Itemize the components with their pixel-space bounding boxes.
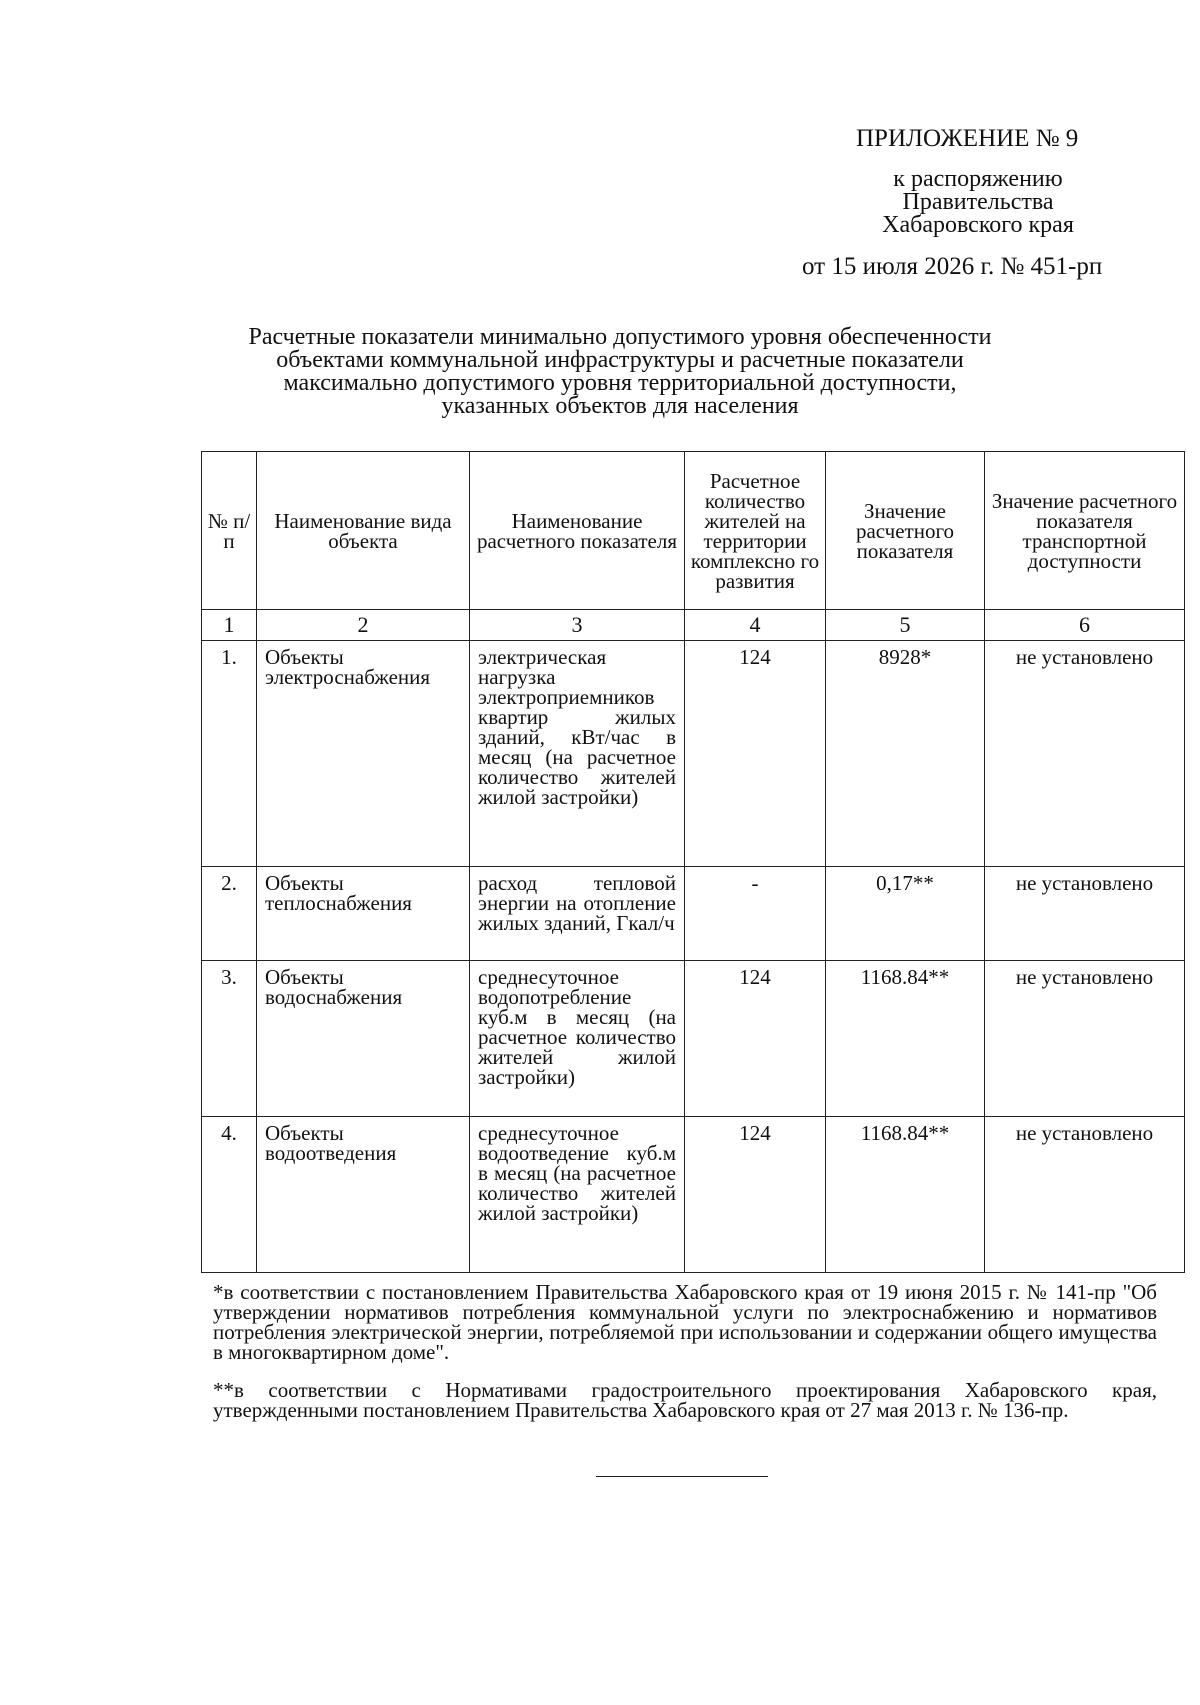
column-number: 4: [685, 610, 826, 641]
value-cell: 0,17**: [826, 867, 985, 961]
indicator-cell: расход тепловой энергии на отопление жилых зданий, Гкал/ч: [470, 867, 685, 961]
footnote-double-asterisk: **в соответствии с Нормативами градостроительного проектирования Хабаровского края, утвержденными постановлением Правительства Хабаровского края от 27 мая 2013 г. № 136-пр.: [213, 1378, 1157, 1422]
transport-cell: не установлено: [985, 867, 1185, 961]
table-row: [202, 1117, 1185, 1273]
annex-order-line: к распоряжению: [893, 166, 1063, 192]
document-title: [220, 326, 1020, 418]
residents-cell: 124: [685, 641, 826, 867]
value-cell: 1168.84**: [826, 1117, 985, 1273]
title-line: указанных объектов для населения: [441, 393, 799, 419]
row-number: 3.: [202, 961, 257, 1117]
indicator-cell: среднесуточное водоотведение куб.м в месяц (на расчетное количество жителей жилой застройки): [470, 1117, 685, 1273]
transport-cell: не установлено: [985, 1117, 1185, 1273]
object-type-cell: Объекты водоотведения: [257, 1117, 470, 1273]
annex-order-reference: [860, 168, 1096, 237]
title-line: максимально допустимого уровня территориальной доступности,: [283, 370, 957, 396]
row-number: 2.: [202, 867, 257, 961]
footnote-single-asterisk: *в соответствии с постановлением Правительства Хабаровского края от 19 июня 2015 г. № 141-пр "Об утверждении нормативов потребления коммунальной услуги по электроснабжению и нормативов потребления электрической энергии, потребляемой при использовании и содержании общего имущества в многоквартирном доме".: [213, 1280, 1157, 1364]
header-number: № п/п: [202, 452, 257, 610]
annex-order-line: Правительства: [902, 189, 1054, 215]
residents-cell: 124: [685, 961, 826, 1117]
annex-title: ПРИЛОЖЕНИЕ № 9: [856, 125, 1079, 152]
table-row: [202, 867, 1185, 961]
row-number: 4.: [202, 1117, 257, 1273]
indicators-table: [201, 451, 1185, 1273]
object-type-cell: Объекты водоснабжения: [257, 961, 470, 1117]
column-number: 1: [202, 610, 257, 641]
table-row: [202, 961, 1185, 1117]
residents-cell: 124: [685, 1117, 826, 1273]
table-row: [202, 641, 1185, 867]
object-type-cell: Объекты электроснабжения: [257, 641, 470, 867]
header-indicator-name: Наименование расчетного показателя: [470, 452, 685, 610]
column-number: 2: [257, 610, 470, 641]
row-number: 1.: [202, 641, 257, 867]
value-cell: 8928*: [826, 641, 985, 867]
column-number: 6: [985, 610, 1185, 641]
header-transport-access: Значение расчетного показателя транспортной доступности: [985, 452, 1185, 610]
transport-cell: не установлено: [985, 641, 1185, 867]
transport-cell: не установлено: [985, 961, 1185, 1117]
column-number: 5: [826, 610, 985, 641]
table-header-row: [202, 452, 1185, 610]
value-cell: 1168.84**: [826, 961, 985, 1117]
header-residents: Расчетное количество жителей на территории комплексно го развития: [685, 452, 826, 610]
annex-order-line: Хабаровского края: [882, 212, 1074, 238]
title-line: Расчетные показатели минимально допустимого уровня обеспеченности: [248, 324, 992, 350]
object-type-cell: Объекты теплоснабжения: [257, 867, 470, 961]
column-numbers-row: [202, 610, 1185, 641]
column-number: 3: [470, 610, 685, 641]
title-line: объектами коммунальной инфраструктуры и расчетные показатели: [276, 347, 964, 373]
closing-divider: [596, 1476, 768, 1477]
header-object-type: Наименование вида объекта: [257, 452, 470, 610]
indicator-cell: электрическая нагрузка электроприемников квартир жилых зданий, кВт/час в месяц (на расчетное количество жителей жилой застройки): [470, 641, 685, 867]
annex-date: от 15 июля 2026 г. № 451-рп: [802, 253, 1103, 280]
indicator-cell: среднесуточное водопотребление куб.м в месяц (на расчетное количество жителей жилой застройки): [470, 961, 685, 1117]
header-indicator-value: Значение расчетного показателя: [826, 452, 985, 610]
residents-cell: -: [685, 867, 826, 961]
